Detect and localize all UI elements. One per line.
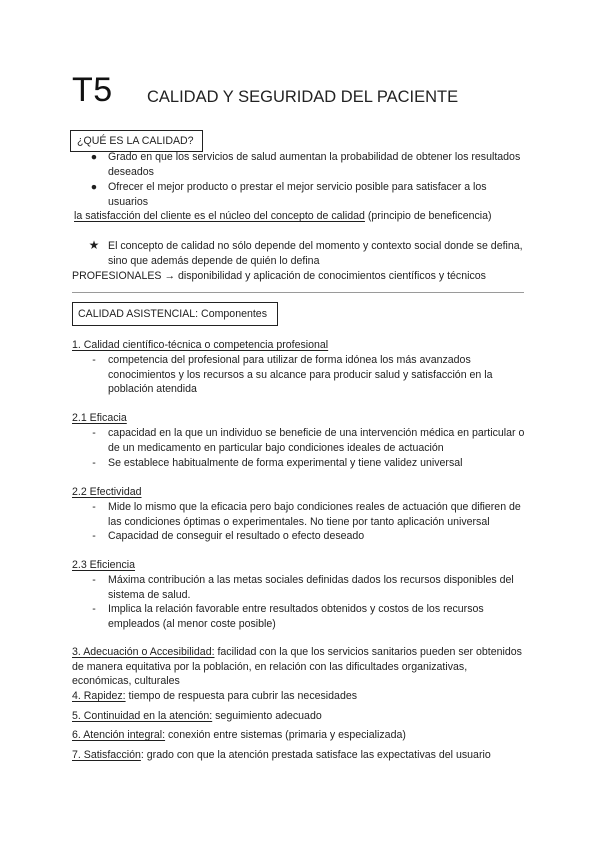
component-3	[72, 645, 528, 689]
component-3-text: facilidad con la que los servicios sanitarios pueden ser obtenidos de manera equitativa por la población, en relación con las dificultades organizativas, económicas, culturales	[72, 646, 522, 687]
component-5	[72, 709, 528, 724]
component-6-text: conexión entre sistemas (primaria y especializada)	[165, 729, 406, 741]
component-1-title: 1. Calidad científico-técnica o competencia profesional	[72, 339, 329, 351]
component-7-text: : grado con que la atención prestada satisface las expectativas del usuario	[140, 749, 491, 761]
divider	[72, 292, 524, 293]
component-2-2-item-1: Mide lo mismo que la eficacia pero bajo condiciones reales de actuación que difieren de las condiciones óptimas o experimentales. No tiene por tanto aplicación universal	[108, 501, 521, 528]
page-title: CALIDAD Y SEGURIDAD DEL PACIENTE	[147, 88, 459, 106]
component-4-label: 4. Rapidez:	[72, 690, 126, 702]
component-2-1-item-2: Se establece habitualmente de forma experimental y tiene validez universal	[108, 457, 463, 469]
key-statement: la satisfacción del cliente es el núcleo del concepto de calidad	[74, 210, 365, 222]
component-2-3-title: 2.3 Eficiencia	[72, 559, 136, 571]
bullet-dot: ●	[90, 151, 98, 163]
bullet-dash: -	[92, 603, 96, 615]
section-heading-quality: ¿QUÉ ES LA CALIDAD?	[70, 130, 203, 152]
component-2-3-item-1: Máxima contribución a las metas sociales definidas dados los recursos disponibles del sistema de salud.	[108, 574, 514, 601]
component-7	[72, 748, 532, 763]
component-2-2-title: 2.2 Efectividad	[72, 486, 142, 498]
topic-code: T5	[72, 71, 113, 109]
key-statement-line	[74, 209, 544, 224]
bullet-dash: -	[92, 457, 96, 469]
component-5-label: 5. Continuidad en la atención:	[72, 710, 213, 722]
star-note: El concepto de calidad no sólo depende del momento y contexto social donde se defina, sino que además depende de quién lo defina	[108, 240, 523, 267]
quality-bullet-1: Grado en que los servicios de salud aumentan la probabilidad de obtener los resultados deseados	[108, 151, 521, 178]
bullet-dash: -	[92, 427, 96, 439]
component-4-text: tiempo de respuesta para cubrir las necesidades	[125, 690, 358, 702]
bullet-dash: -	[92, 530, 96, 542]
professionals-line: PROFESIONALES → disponibilidad y aplicación de conocimientos científicos y técnicos	[72, 270, 486, 282]
component-4	[72, 689, 528, 704]
component-7-label: 7. Satisfacción	[72, 749, 141, 761]
component-3-label: 3. Adecuación o Accesibilidad:	[72, 646, 215, 658]
component-2-3-item-2: Implica la relación favorable entre resultados obtenidos y costos de los recursos empleados (al menor coste posible)	[108, 603, 484, 630]
component-2-1-item-1: capacidad en la que un individuo se beneficie de una intervención médica en particular o de un medicamento en particular bajo condiciones ideales de actuación	[108, 427, 525, 454]
bullet-dash: -	[92, 574, 96, 586]
quality-bullet-2: Ofrecer el mejor producto o prestar el mejor servicio posible para satisfacer a los usuarios	[108, 181, 487, 208]
star-icon: ★	[88, 238, 100, 252]
component-2-2-item-2: Capacidad de conseguir el resultado o efecto deseado	[108, 530, 365, 542]
section-heading-components: CALIDAD ASISTENCIAL: Componentes	[72, 302, 278, 326]
component-6	[72, 728, 528, 743]
component-2-1-title: 2.1 Eficacia	[72, 412, 127, 424]
component-6-label: 6. Atención integral:	[72, 729, 166, 741]
key-statement-note: (principio de beneficencia)	[367, 210, 492, 222]
bullet-dot: ●	[90, 181, 98, 193]
component-1-item-1: competencia del profesional para utilizar de forma idónea los más avanzados conocimientos y los recursos a su alcance para producir salud y satisfacción en la población atendida	[108, 354, 493, 395]
bullet-dash: -	[92, 354, 96, 366]
component-5-text: seguimiento adecuado	[212, 710, 322, 722]
bullet-dash: -	[92, 501, 96, 513]
